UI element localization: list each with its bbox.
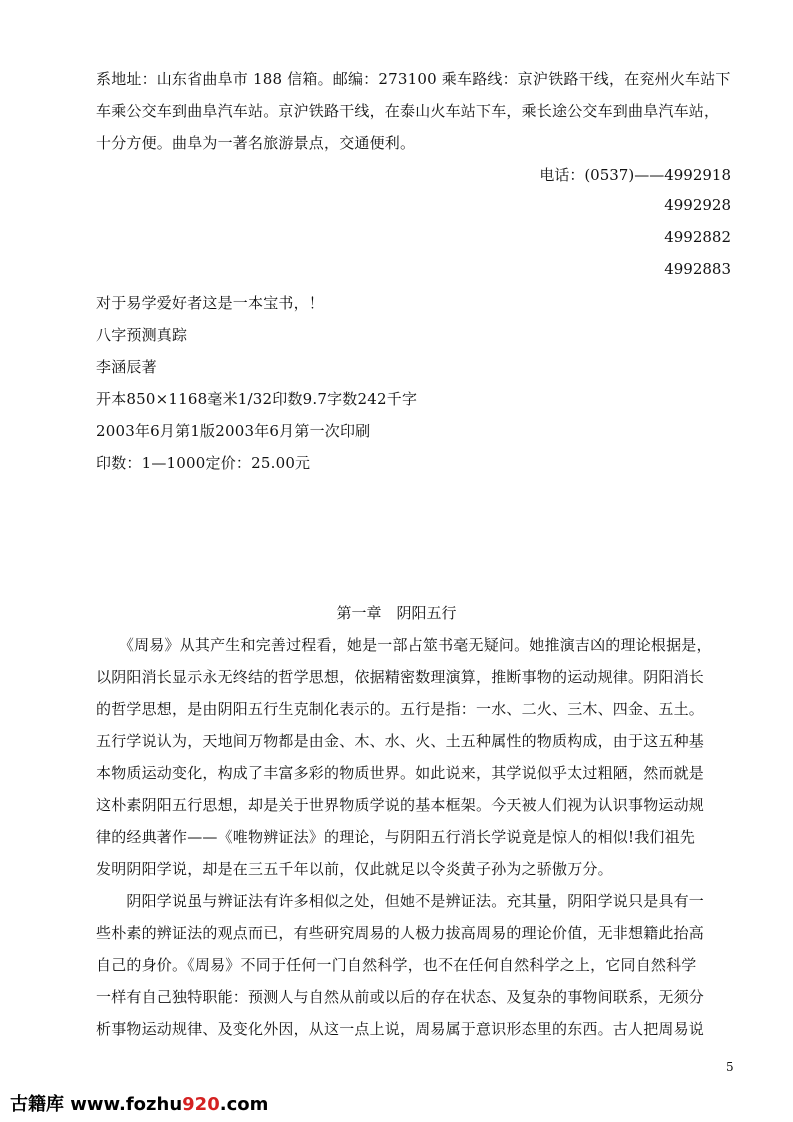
watermark-highlight: 920 xyxy=(182,1094,220,1115)
paragraph-line: 析事物运动规律、及变化外因，从这一点上说，周易属于意识形态里的东西。古人把周易说 xyxy=(96,1020,705,1038)
phone-number-3: 4992882 xyxy=(664,228,731,246)
book-edition: 2003年6月第1版2003年6月第一次印刷 xyxy=(96,422,371,440)
paragraph-line: 以阴阳消长显示永无终结的哲学思想，依据精密数理演算，推断事物的运动规律。阴阳消长 xyxy=(96,668,705,686)
book-title: 八字预测真踪 xyxy=(96,326,188,344)
watermark-suffix: .com xyxy=(219,1094,269,1115)
watermark-prefix: 古籍库 www.fozhu xyxy=(10,1094,183,1115)
paragraph-line: 阴阳学说虽与辨证法有许多相似之处，但她不是辨证法。充其量，阴阳学说只是具有一 xyxy=(96,892,705,910)
book-author: 李涵辰著 xyxy=(96,358,157,376)
paragraph-line: 发明阴阳学说，却是在三五千年以前，仅此就足以令炎黄子孙为之骄傲万分。 xyxy=(96,860,613,878)
phone-line: 电话：(0537)——4992918 xyxy=(539,166,731,184)
chapter-heading: 第一章 阴阳五行 xyxy=(336,604,457,622)
book-promo: 对于易学爱好者这是一本宝书，！ xyxy=(96,294,325,312)
paragraph-line: 《周易》从其产生和完善过程看，她是一部占筮书毫无疑问。她推演吉凶的理论根据是， xyxy=(96,636,712,654)
paragraph-line: 自己的身价。《周易》不同于任何一门自然科学，也不在任何自然科学之上，它同自然科学 xyxy=(96,956,697,974)
address-line-1: 系地址：山东省曲阜市 188 信箱。邮编：273100 乘车路线：京沪铁路干线，在兖州火车站下 xyxy=(96,70,731,88)
paragraph-line: 这朴素阴阳五行思想，却是关于世界物质学说的基本框架。今天被人们视为认识事物运动规 xyxy=(96,796,705,814)
page-number: 5 xyxy=(726,1060,734,1074)
paragraph-line: 的哲学思想，是由阴阳五行生克制化表示的。五行是指：一水、二火、三木、四金、五土。 xyxy=(96,700,705,718)
book-format: 开本850×1168毫米1/32印数9.7字数242千字 xyxy=(96,390,418,408)
watermark-link[interactable] xyxy=(10,1090,268,1116)
paragraph-line: 五行学说认为，天地间万物都是由金、木、水、火、土五种属性的物质构成，由于这五种基 xyxy=(96,732,705,750)
book-price: 印数：1—1000定价：25.00元 xyxy=(96,454,311,472)
address-line-3: 十分方便。曲阜为一著名旅游景点，交通便利。 xyxy=(96,134,416,152)
paragraph-line: 些朴素的辨证法的观点而已，有些研究周易的人极力拔高周易的理论价值，无非想籍此抬高 xyxy=(96,924,705,942)
paragraph-line: 一样有自己独特职能：预测人与自然从前或以后的存在状态、及复杂的事物间联系，无须分 xyxy=(96,988,705,1006)
phone-number-2: 4992928 xyxy=(664,196,731,214)
phone-number-4: 4992883 xyxy=(664,260,731,278)
address-line-2: 车乘公交车到曲阜汽车站。京沪铁路干线，在泰山火车站下车，乘长途公交车到曲阜汽车站， xyxy=(96,102,720,120)
paragraph-line: 本物质运动变化，构成了丰富多彩的物质世界。如此说来，其学说似乎太过粗陋，然而就是 xyxy=(96,764,705,782)
paragraph-line: 律的经典著作——《唯物辨证法》的理论，与阴阳五行消长学说竟是惊人的相似!我们祖先 xyxy=(96,828,696,846)
